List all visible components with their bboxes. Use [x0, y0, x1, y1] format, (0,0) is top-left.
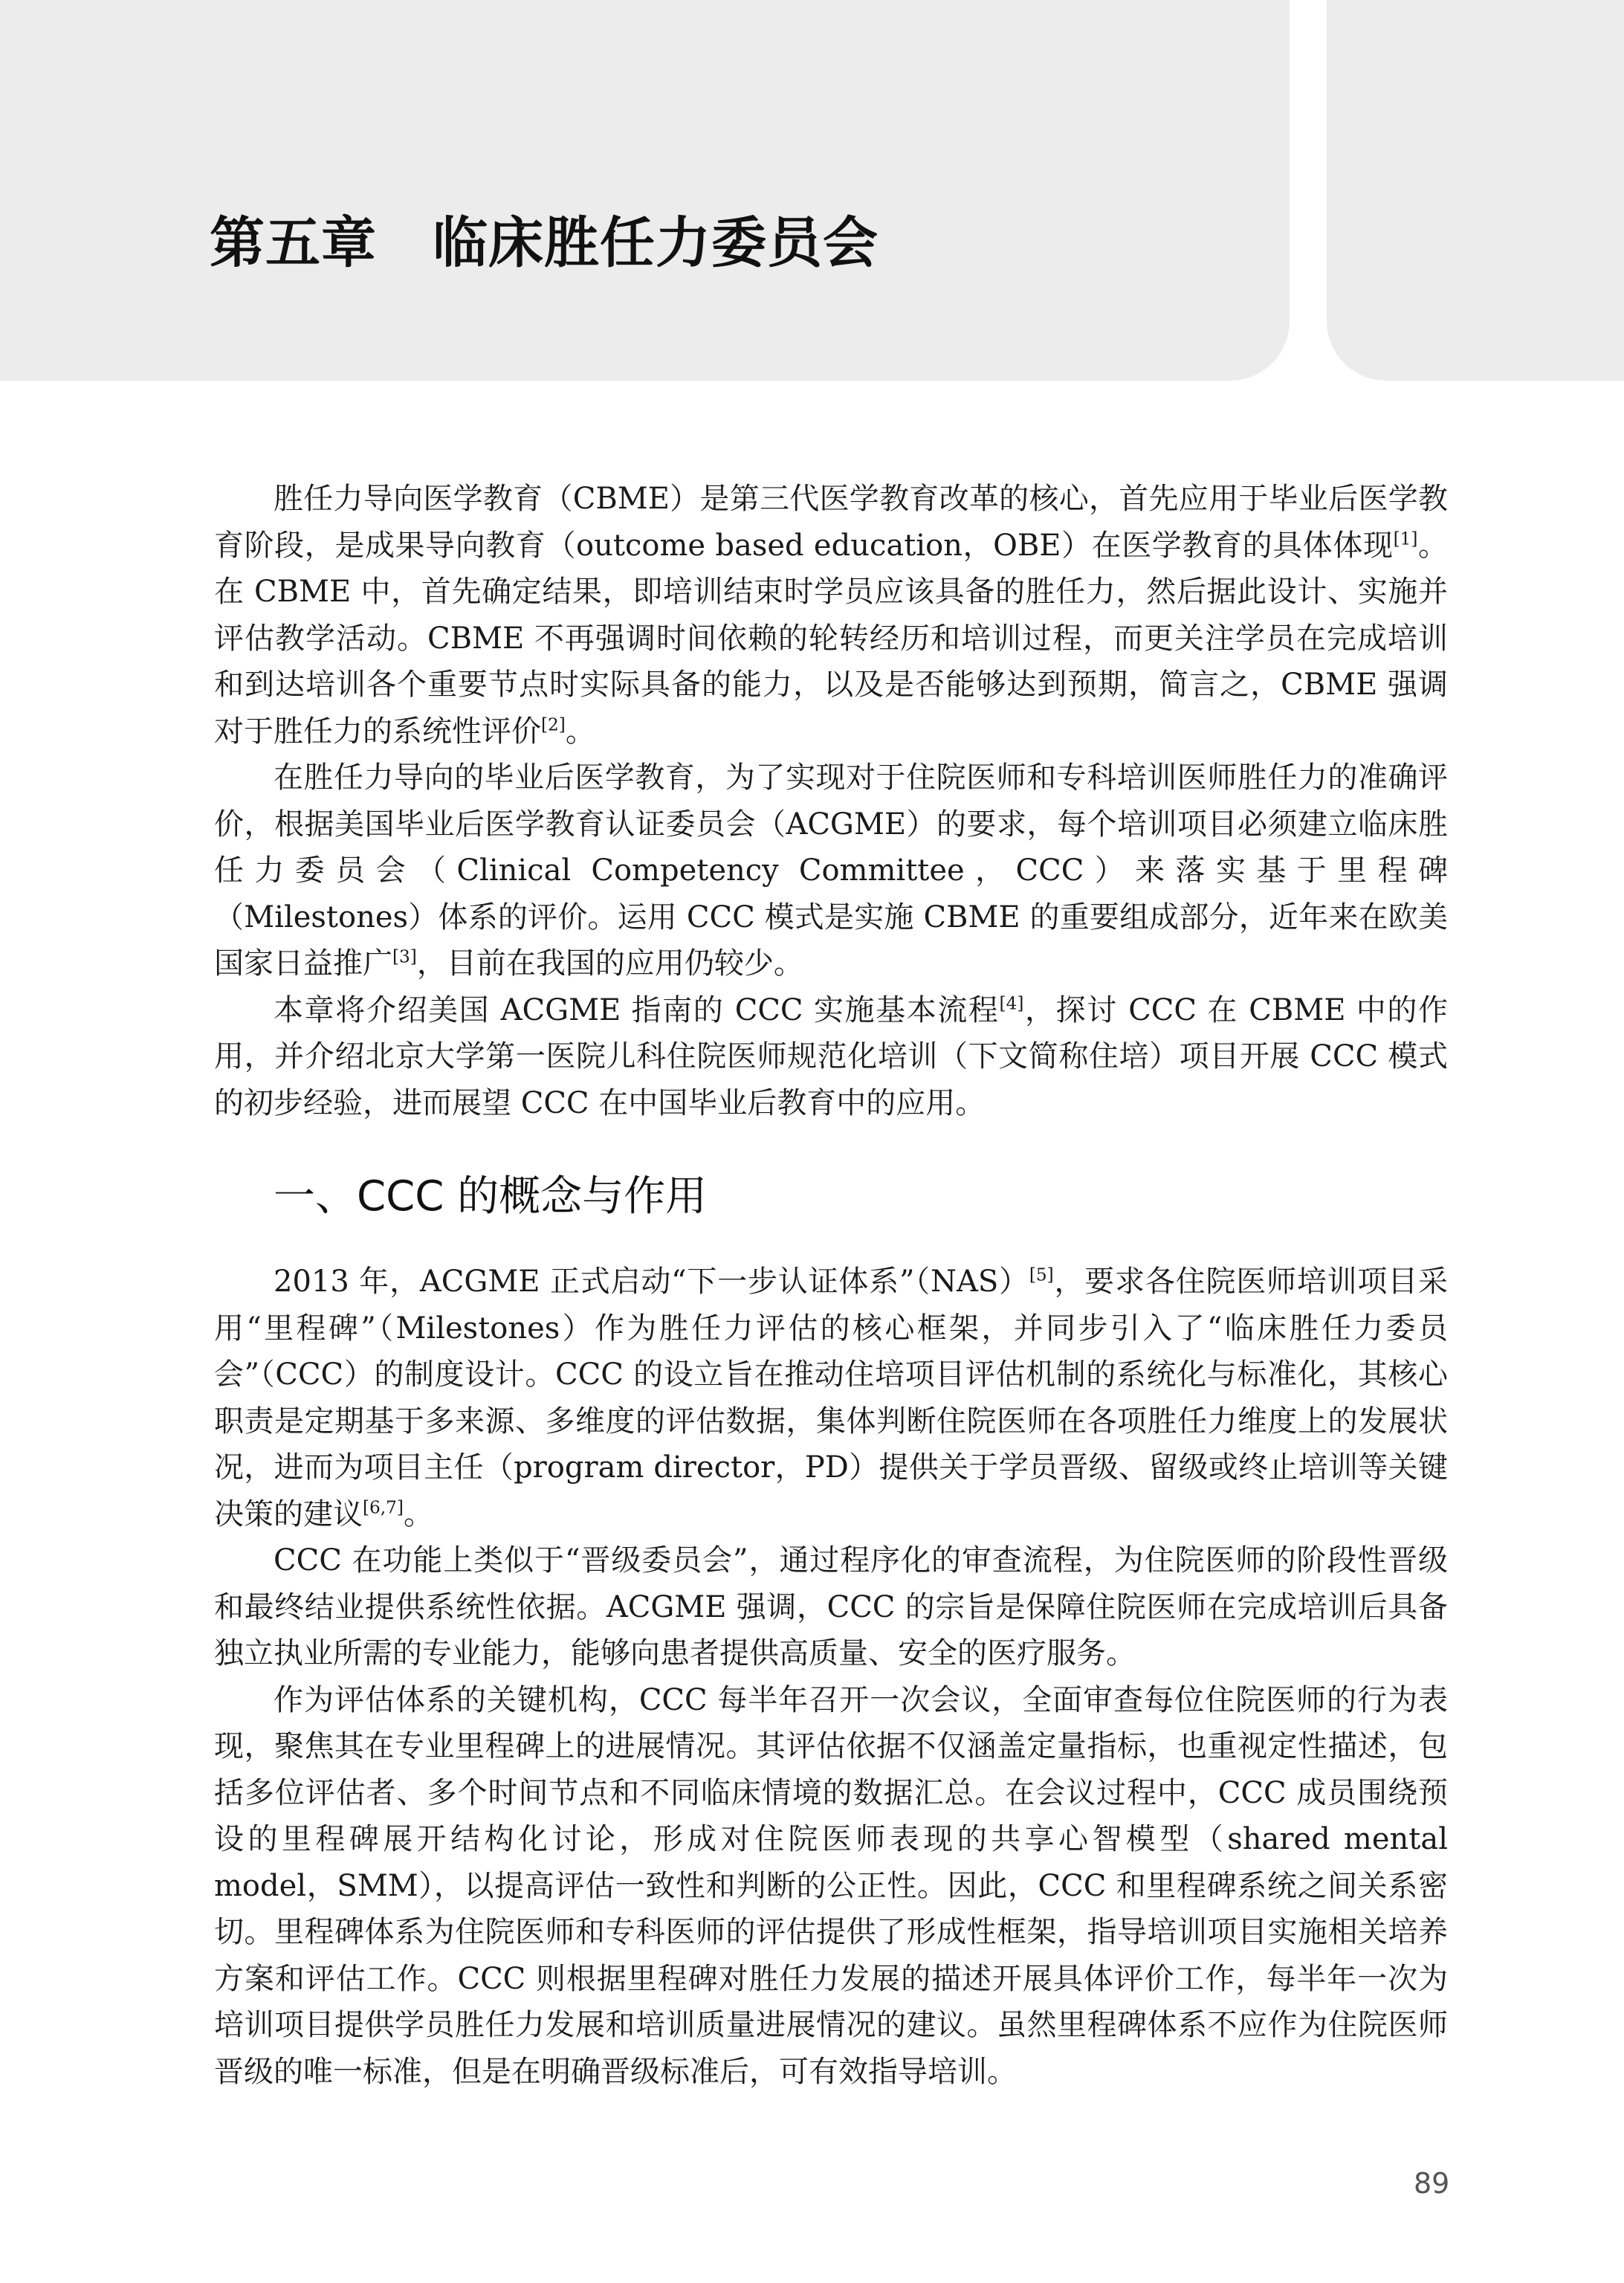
citation: [3]	[392, 946, 417, 967]
text-run: ，要求各住院医师培训项目采用“里程碑”（Milestones）作为胜任力评估的核心框架，并同步引入了“临床胜任力委员会”（CCC）的制度设计。CCC 的设立旨在推动住培项目评估机制的系统化与标准化，其核心职责是定期基于多来源、多维度的评估数据，集体判断住院医师在各项胜任力维度上的发展状况，进而为项目主任（program director，PD）提供关于学员晋级、留级或终止培训等关键决策的建议	[214, 1265, 1449, 1531]
chapter-title: 第五章 临床胜任力委员会	[210, 211, 879, 275]
chapter-header-tab	[1327, 0, 1624, 381]
citation: [4]	[999, 993, 1024, 1014]
intro-paragraph-2	[214, 755, 1448, 987]
citation: [2]	[541, 714, 566, 735]
intro-paragraph-1	[214, 476, 1448, 755]
section-paragraph-1	[214, 1259, 1448, 1537]
text-run: 胜任力导向医学教育（CBME）是第三代医学教育改革的核心，首先应用于毕业后医学教育阶段，是成果导向教育（outcome based education，OBE）在医学教育的具体体现	[214, 482, 1448, 563]
text-run: 在胜任力导向的毕业后医学教育，为了实现对于住院医师和专科培训医师胜任力的准确评价，根据美国毕业后医学教育认证委员会（ACGME）的要求，每个培训项目必须建立临床胜任力委员会（Clinical Competency Committee，CCC）来落实基于里程碑（Milestones）体系的评价。运用 CCC 模式是实施 CBME 的重要组成部分，近年来在欧美国家日益推广	[214, 761, 1448, 981]
text-run: 。	[565, 714, 595, 749]
text-run: 2013 年，ACGME 正式启动“下一步认证体系”（NAS）	[274, 1265, 1029, 1299]
text-run: ，探讨 CCC 在 CBME 中的作用，并介绍北京大学第一医院儿科住院医师规范化培训（下文简称住培）项目开展 CCC 模式的初步经验，进而展望 CCC 在中国毕业后教育中的应用。	[214, 992, 1448, 1120]
text-run: 。	[403, 1496, 433, 1531]
intro-paragraph-3	[214, 987, 1448, 1127]
section-heading: 一、CCC 的概念与作用	[274, 1172, 708, 1221]
text-run: CCC 在功能上类似于“晋级委员会”，通过程序化的审查流程，为住院医师的阶段性晋级和最终结业提供系统性依据。ACGME 强调，CCC 的宗旨是保障住院医师在完成培训后具备独立执业所需的专业能力，能够向患者提供高质量、安全的医疗服务。	[214, 1543, 1448, 1670]
text-run: 本章将介绍美国 ACGME 指南的 CCC 实施基本流程	[274, 992, 1000, 1027]
text-run: ，目前在我国的应用仍较少。	[416, 946, 803, 981]
page-number: 89	[1414, 2167, 1450, 2200]
page-body	[214, 476, 1448, 2095]
citation: [5]	[1029, 1265, 1054, 1285]
text-run: 作为评估体系的关键机构，CCC 每半年召开一次会议，全面审查每位住院医师的行为表现，聚焦其在专业里程碑上的进展情况。其评估依据不仅涵盖定量指标，也重视定性描述，包括多位评估者、多个时间节点和不同临床情境的数据汇总。在会议过程中，CCC 成员围绕预设的里程碑展开结构化讨论，形成对住院医师表现的共享心智模型（shared mental model，SMM），以提高评估一致性和判断的公正性。因此，CCC 和里程碑系统之间关系密切。里程碑体系为住院医师和专科医师的评估提供了形成性框架，指导培训项目实施相关培养方案和评估工作。CCC 则根据里程碑对胜任力发展的描述开展具体评价工作，每半年一次为培训项目提供学员胜任力发展和培训质量进展情况的建议。虽然里程碑体系不应作为住院医师晋级的唯一标准，但是在明确晋级标准后，可有效指导培训。	[214, 1682, 1448, 2089]
section-paragraph-3	[214, 1677, 1448, 2096]
citation: [6,7]	[363, 1497, 404, 1518]
chapter-header-band	[0, 0, 1290, 381]
text-run: 。在 CBME 中，首先确定结果，即培训结束时学员应该具备的胜任力，然后据此设计、实施并评估教学活动。CBME 不再强调时间依赖的轮转经历和培训过程，而更关注学员在完成培训和到达培训各个重要节点时实际具备的能力，以及是否能够达到预期，简言之，CBME 强调对于胜任力的系统性评价	[214, 528, 1449, 749]
section-paragraph-2	[214, 1537, 1448, 1677]
citation: [1]	[1393, 529, 1418, 549]
